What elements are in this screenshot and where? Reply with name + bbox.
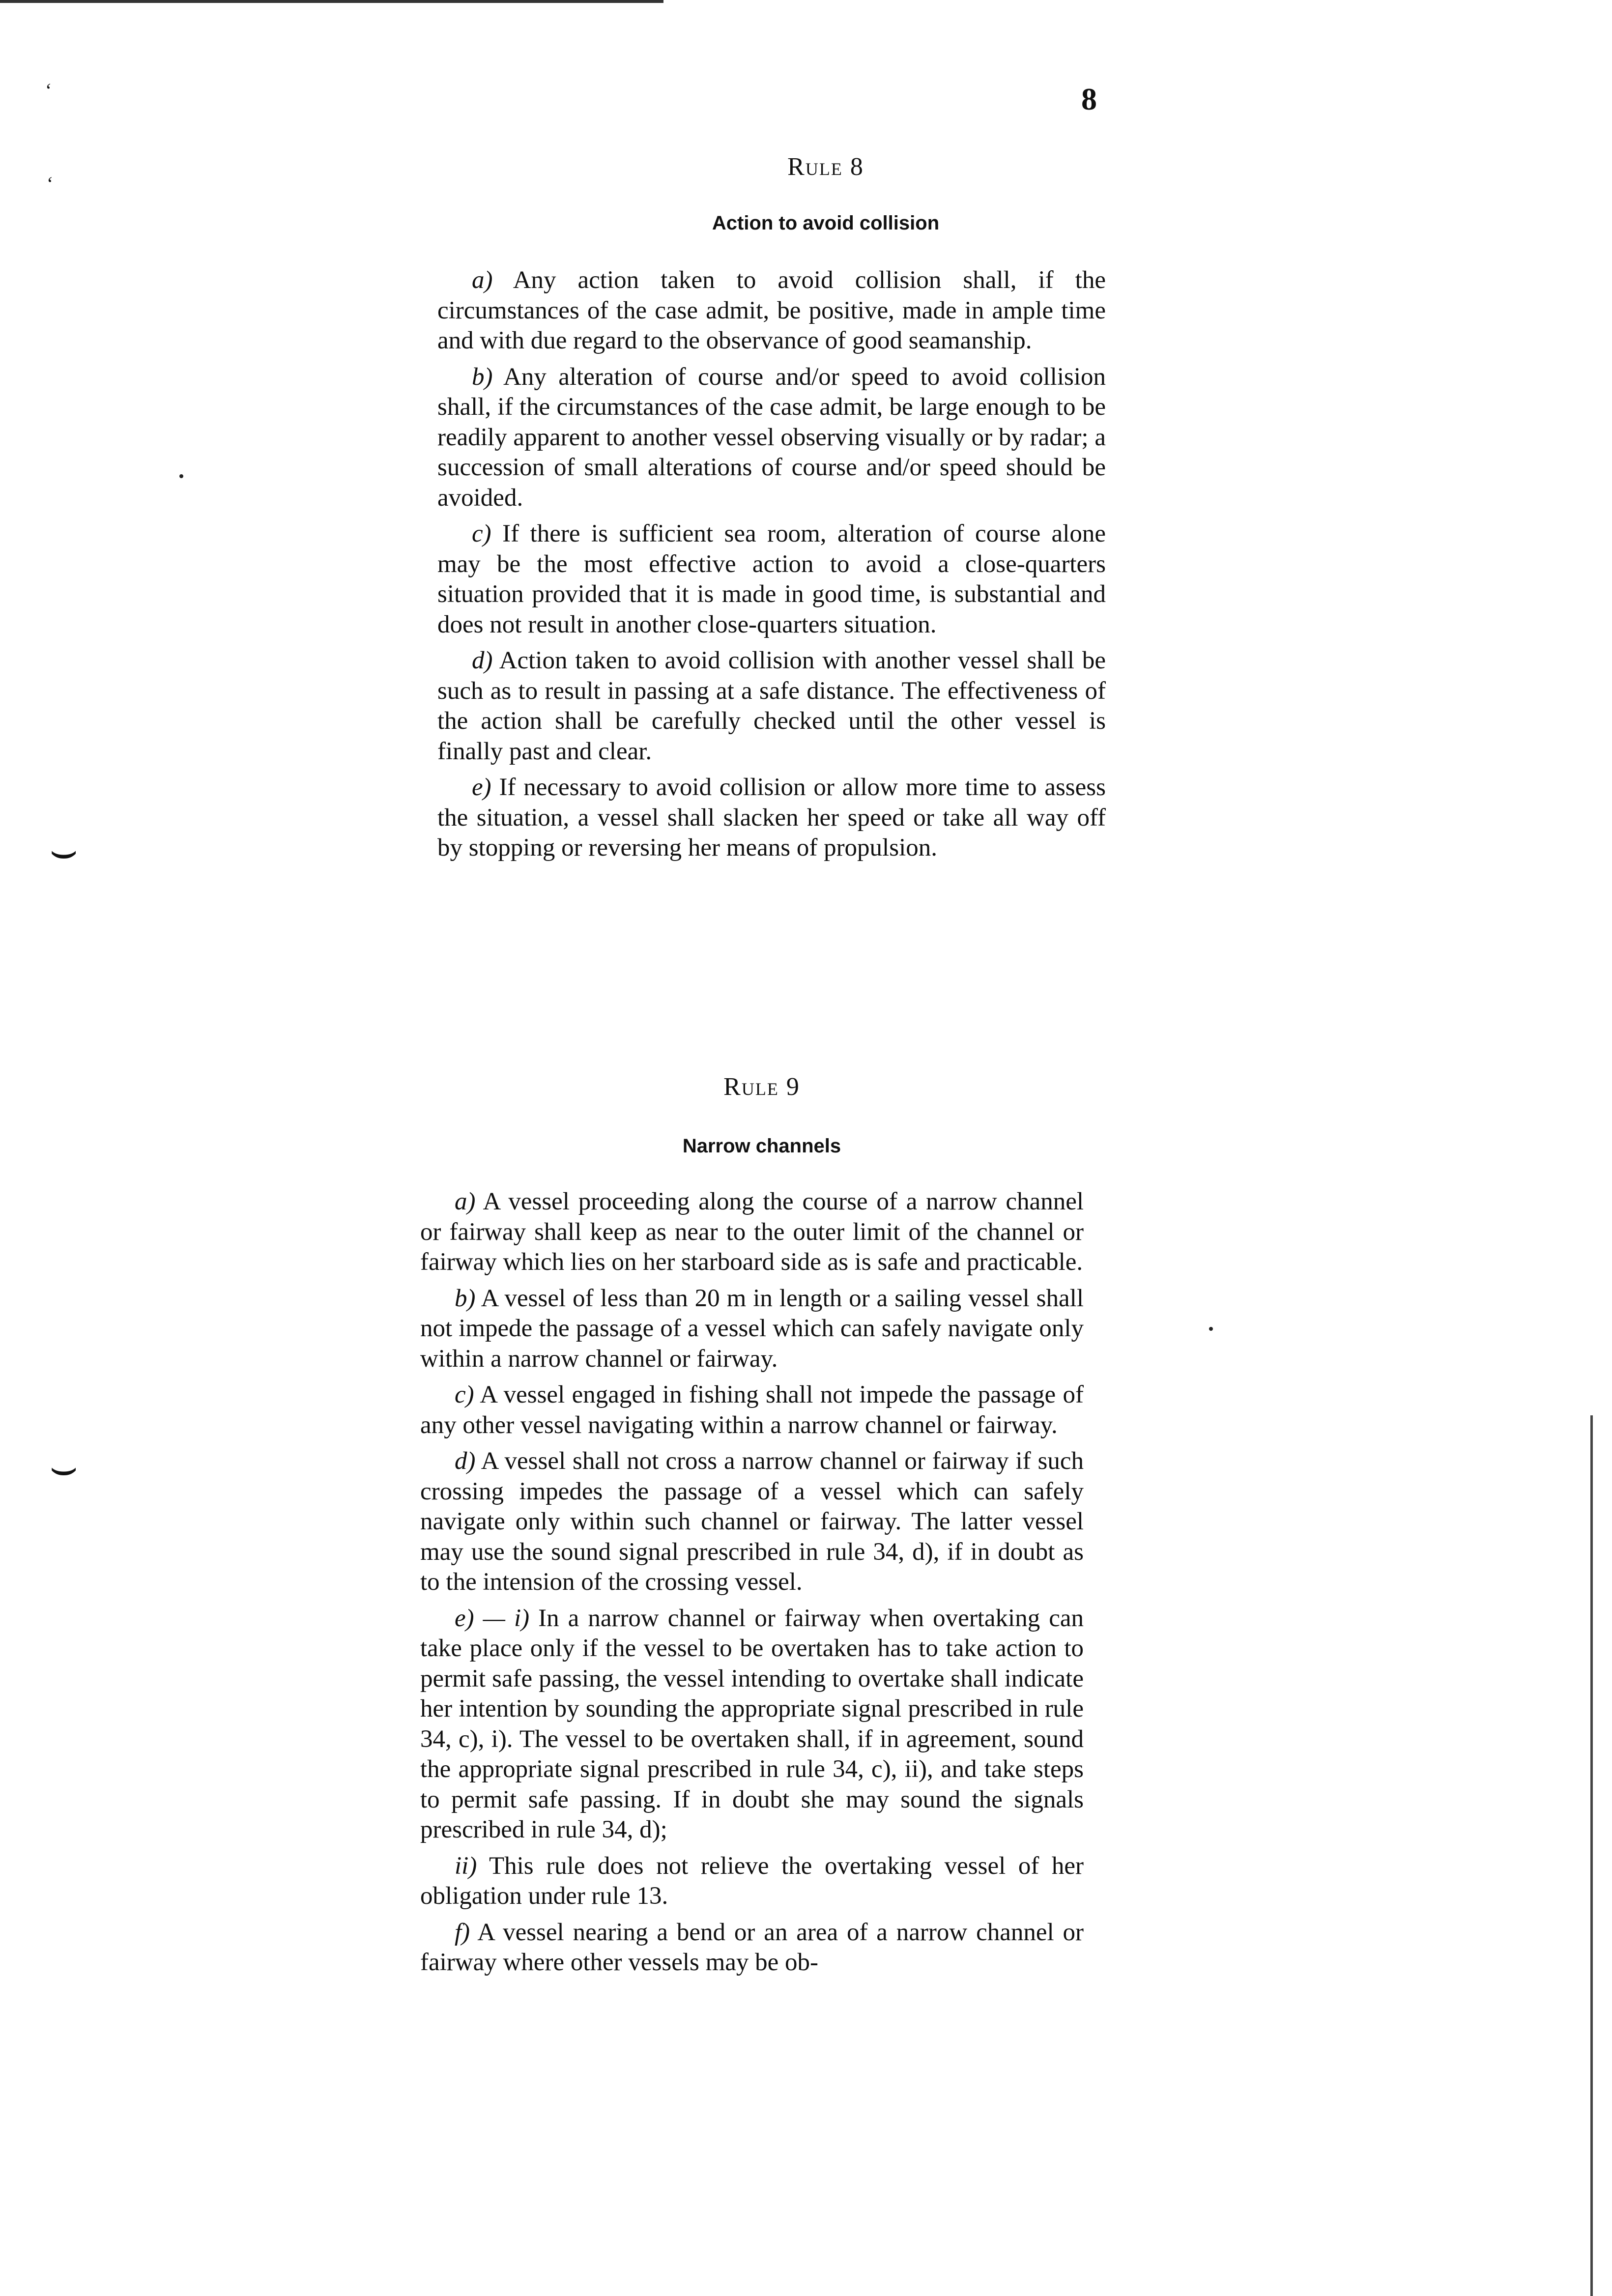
rule-9-paragraph-c: c) A vessel engaged in fishing shall not impede the passage of any other vessel navigating within a narrow channel or fairway. [420, 1381, 1084, 1439]
rule-9-heading: Rule 9 [723, 1073, 800, 1101]
rule-8-heading: Rule 8 [787, 153, 864, 181]
scan-speck [1209, 1327, 1213, 1331]
rule-8-paragraph-c: c) If there is sufficient sea room, alteration of course alone may be the most effective action to avoid a close-quarters situation provided that it is made in good time, is substantial and does not result in another close-quarters situation. [437, 520, 1106, 638]
rule-9-paragraph-e-ii: ii) This rule does not relieve the overtaking vessel of her obligation under rule 13. [420, 1852, 1084, 1910]
rule-8-paragraph-b: b) Any alteration of course and/or speed to avoid collision shall, if the circumstances of the case admit, be large enough to be readily apparent to another vessel observing visually or by radar; a succession of small alterations of course and/or speed should be avoided. [437, 363, 1106, 512]
rule-9-paragraph-e-i: e) — i) In a narrow channel or fairway when overtaking can take place only if the vessel to be overtaken has to take action to permit safe passing, the vessel intending to overtake shall indicate her intention by sounding the appropriate signal prescribed in rule 34, c), i). The vessel to be overtaken shall, if in agreement, sound the appropriate signal prescribed in rule 34, c), ii), and take steps to permit safe passing. If in doubt she may sound the signals prescribed in rule 34, d); [420, 1604, 1084, 1843]
page-number: 8 [1081, 82, 1097, 116]
rule-9-paragraph-d: d) A vessel shall not cross a narrow channel or fairway if such crossing impedes the passage of a vessel which can safely navigate only within such channel or fairway. The latter vessel may use the sound signal prescribed in rule 34, d), if in doubt as to the intension of the crossing vessel. [420, 1447, 1084, 1596]
rule-9-body [420, 1187, 1084, 1984]
scan-mark-icon: ‘ [47, 172, 54, 195]
rule-8-paragraph-d: d) Action taken to avoid collision with another vessel shall be such as to result in passing at a safe distance. The effectiveness of the action shall be carefully checked until the other vessel is finally past and clear. [437, 647, 1106, 765]
scan-right-edge-line [1590, 1415, 1593, 2296]
rule-9-paragraph-f: f) A vessel nearing a bend or an area of a narrow channel or fairway where other vessels may be ob- [420, 1918, 1084, 1976]
rule-9-paragraph-b: b) A vessel of less than 20 m in length or a sailing vessel shall not impede the passage of a vessel which can safely navigate only within a narrow channel or fairway. [420, 1284, 1084, 1373]
scan-top-rule [0, 0, 663, 3]
rule-8-title: Action to avoid collision [712, 212, 940, 234]
scan-speck [179, 474, 183, 478]
rule-8-body [437, 265, 1106, 869]
rule-8-paragraph-e: e) If necessary to avoid collision or allow more time to assess the situation, a vessel shall slacken her speed or take all way off by stopping or reversing her means of propulsion. [437, 774, 1106, 861]
rule-9-title: Narrow channels [682, 1135, 841, 1157]
scan-mark-icon: ‘ [45, 79, 52, 101]
rule-9-paragraph-a: a) A vessel proceeding along the course of a narrow channel or fairway shall keep as near to the outer limit of the channel or fairway which lies on her starboard side as is safe and practicable. [420, 1188, 1084, 1276]
rule-8-paragraph-a: a) Any action taken to avoid collision shall, if the circumstances of the case admit, be positive, made in ample time and with due regard to the observance of good seamanship. [437, 266, 1106, 354]
margin-tick-icon: ⌣ [49, 1443, 79, 1492]
margin-tick-icon: ⌣ [49, 827, 79, 875]
